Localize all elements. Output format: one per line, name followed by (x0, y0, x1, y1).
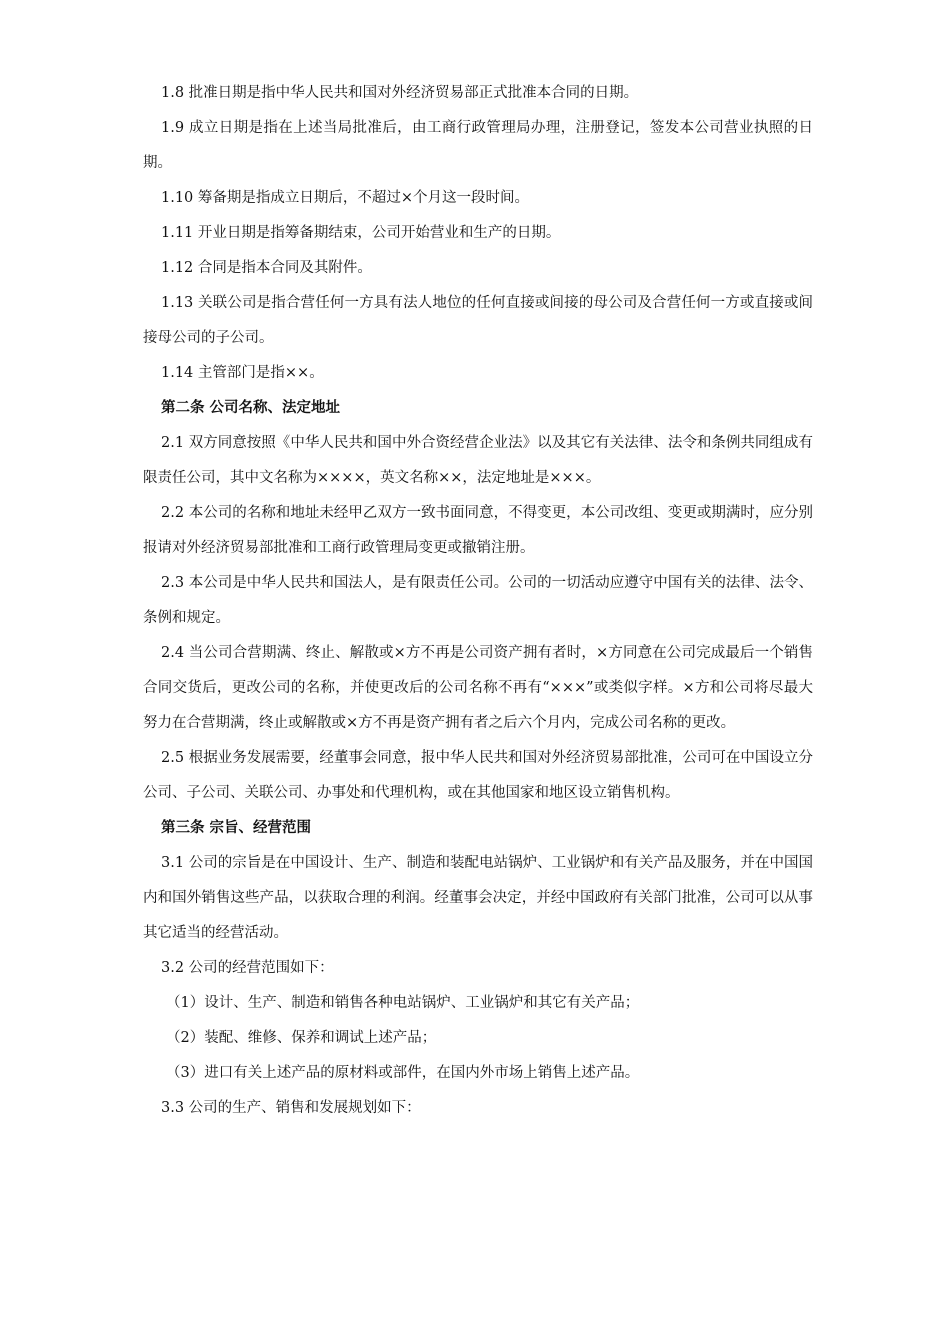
scope-item-2: （2）装配、维修、保养和调试上述产品； (166, 1030, 437, 1046)
document-body (143, 76, 813, 1126)
article-2-heading: 第二条 公司名称、法定地址 (161, 400, 341, 416)
clause-1-9: 1.9 成立日期是指在上述当局批准后，由工商行政管理局办理，注册登记，签发本公司营业执照的日期。 (143, 120, 813, 171)
clause-3-2: 3.2 公司的经营范围如下： (161, 960, 334, 976)
scope-item-1: （1）设计、生产、制造和销售各种电站锅炉、工业锅炉和其它有关产品； (166, 995, 640, 1011)
clause-2-2: 2.2 本公司的名称和地址未经甲乙双方一致书面同意，不得变更，本公司改组、变更或期满时，应分别报请对外经济贸易部批准和工商行政管理局变更或撤销注册。 (143, 505, 813, 556)
clause-1-13: 1.13 关联公司是指合营任何一方具有法人地位的任何直接或间接的母公司及合营任何一方或直接或间接母公司的子公司。 (143, 295, 813, 346)
clause-1-8: 1.8 批准日期是指中华人民共和国对外经济贸易部正式批准本合同的日期。 (161, 85, 639, 101)
scope-item-3: （3）进口有关上述产品的原材料或部件，在国内外市场上销售上述产品。 (166, 1065, 640, 1081)
clause-2-4: 2.4 当公司合营期满、终止、解散或×方不再是公司资产拥有者时，×方同意在公司完成最后一个销售合同交货后，更改公司的名称，并使更改后的公司名称不再有“×××”或类似字样。×方和公司将尽最大努力在合营期满，终止或解散或×方不再是资产拥有者之后六个月内，完成公司名称的更改。 (143, 645, 813, 731)
clause-1-10: 1.10 筹备期是指成立日期后，不超过×个月这一段时间。 (161, 190, 530, 206)
clause-3-3: 3.3 公司的生产、销售和发展规划如下： (161, 1100, 421, 1116)
clause-1-11: 1.11 开业日期是指筹备期结束，公司开始营业和生产的日期。 (161, 225, 561, 241)
clause-3-1: 3.1 公司的宗旨是在中国设计、生产、制造和装配电站锅炉、工业锅炉和有关产品及服务，并在中国国内和国外销售这些产品，以获取合理的利润。经董事会决定，并经中国政府有关部门批准，公司可以从事其它适当的经营活动。 (143, 855, 813, 941)
clause-1-14: 1.14 主管部门是指××。 (161, 365, 324, 381)
clause-1-12: 1.12 合同是指本合同及其附件。 (161, 260, 372, 276)
clause-2-5: 2.5 根据业务发展需要，经董事会同意，报中华人民共和国对外经济贸易部批准，公司可在中国设立分公司、子公司、关联公司、办事处和代理机构，或在其他国家和地区设立销售机构。 (143, 750, 813, 801)
article-3-heading: 第三条 宗旨、经营范围 (161, 820, 312, 836)
clause-2-1: 2.1 双方同意按照《中华人民共和国中外合资经营企业法》以及其它有关法律、法令和条例共同组成有限责任公司，其中文名称为××××，英文名称××，法定地址是×××。 (143, 435, 813, 486)
clause-2-3: 2.3 本公司是中华人民共和国法人，是有限责任公司。公司的一切活动应遵守中国有关的法律、法令、条例和规定。 (143, 575, 813, 626)
